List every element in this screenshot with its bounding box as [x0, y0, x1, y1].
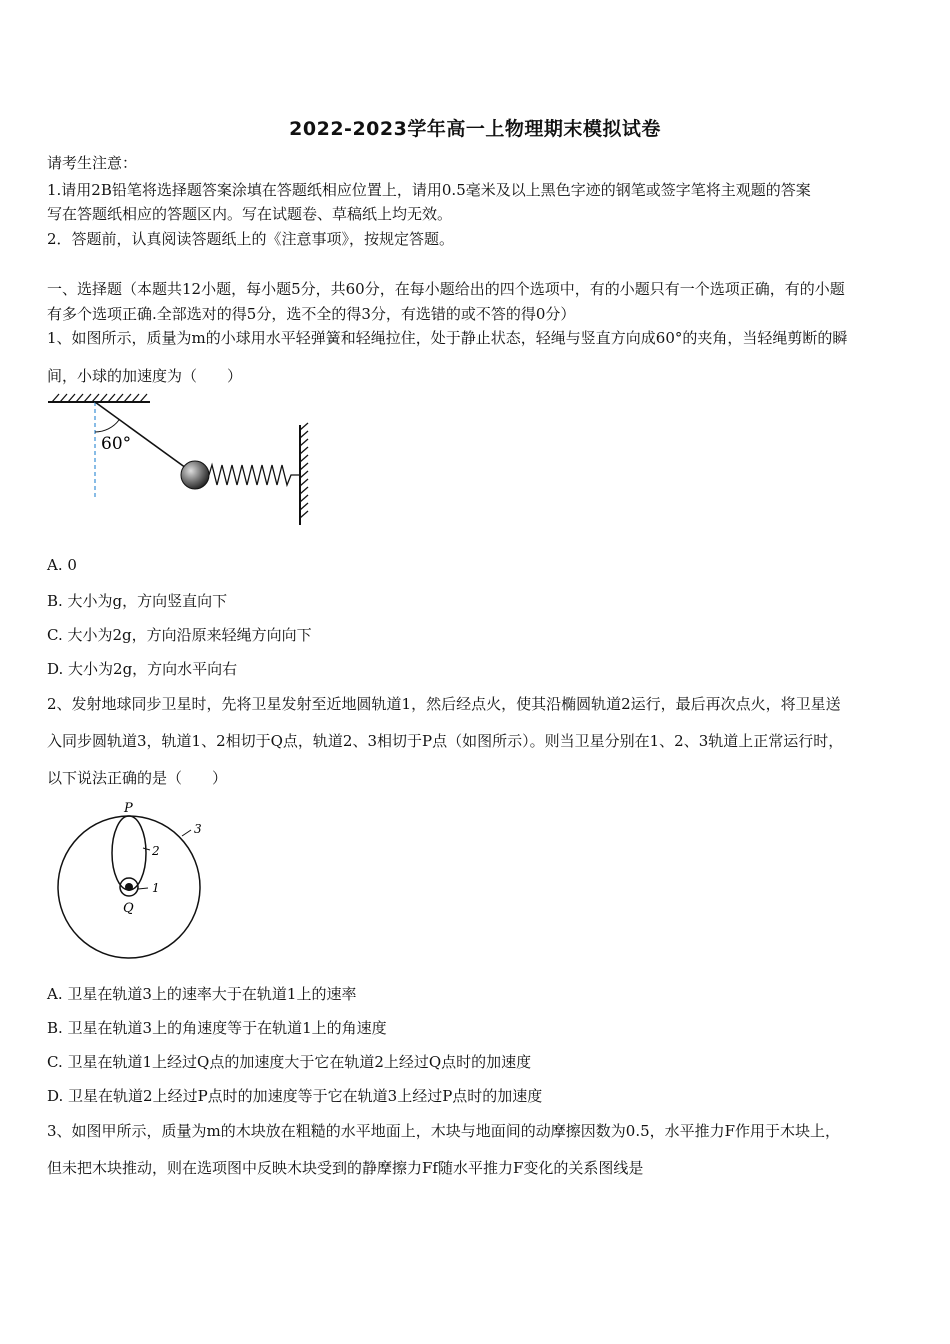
question-1-text: 间，小球的加速度为（ ） [47, 367, 243, 385]
option-d: D. 大小为2g，方向水平向右 [47, 660, 238, 678]
question-2-text: 以下说法正确的是（ ） [47, 769, 228, 787]
page-title: 2022-2023学年高一上物理期末模拟试卷 [289, 118, 661, 140]
option-c: C. 大小为2g，方向沿原来轻绳方向向下 [47, 626, 312, 644]
orbit-3-label: 3 [194, 822, 202, 836]
point-p-label: P [124, 801, 133, 816]
section-instructions: 一、选择题（本题共12小题，每小题5分，共60分，在每小题给出的四个选项中，有的小题只有一个选项正确，有的小题 [47, 280, 845, 298]
section-instructions: 有多个选项正确.全部选对的得5分，选不全的得3分，有选错的或不答的得0分） [47, 305, 576, 323]
notice-line: 2．答题前，认真阅读答题纸上的《注意事项》，按规定答题。 [47, 230, 455, 248]
spring-ball-figure [46, 392, 316, 527]
option-c: C. 卫星在轨道1上经过Q点的加速度大于它在轨道2上经过Q点时的加速度 [47, 1053, 532, 1071]
option-a: A. 卫星在轨道3上的速率大于在轨道1上的速率 [47, 985, 357, 1003]
angle-label: 60° [101, 434, 132, 454]
question-3-text: 3、如图甲所示，质量为m的木块放在粗糙的水平地面上，木块与地面间的动摩擦因数为0.5，水平推力F作用于木块上， [47, 1122, 841, 1140]
question-3-text: 但未把木块推动，则在选项图中反映木块受到的静摩擦力Ff随水平推力F变化的关系图线是 [47, 1159, 644, 1177]
orbit-figure [56, 798, 216, 963]
notice-heading: 请考生注意： [47, 154, 138, 172]
option-d: D. 卫星在轨道2上经过P点时的加速度等于它在轨道3上经过P点时的加速度 [47, 1087, 543, 1105]
option-b: B. 卫星在轨道3上的角速度等于在轨道1上的角速度 [47, 1019, 387, 1037]
question-2-text: 2、发射地球同步卫星时，先将卫星发射至近地圆轨道1，然后经点火，使其沿椭圆轨道2运行，最后再次点火，将卫星送 [47, 695, 841, 713]
notice-line: 1.请用2B铅笔将选择题答案涂填在答题纸相应位置上，请用0.5毫米及以上黑色字迹的钢笔或签字笔将主观题的答案 [47, 181, 811, 199]
orbit-1-label: 1 [152, 881, 160, 895]
option-a: A. 0 [47, 556, 77, 574]
point-q-label: Q [123, 901, 134, 916]
question-2-text: 入同步圆轨道3，轨道1、2相切于Q点，轨道2、3相切于P点（如图所示）。则当卫星分别在1、2、3轨道上正常运行时， [47, 732, 844, 750]
notice-line: 写在答题纸相应的答题区内。写在试题卷、草稿纸上均无效。 [47, 205, 453, 223]
option-b: B. 大小为g，方向竖直向下 [47, 592, 228, 610]
question-1-text: 1、如图所示，质量为m的小球用水平轻弹簧和轻绳拉住，处于静止状态，轻绳与竖直方向成60°的夹角，当轻绳剪断的瞬 [47, 329, 848, 347]
orbit-2-label: 2 [152, 844, 160, 858]
